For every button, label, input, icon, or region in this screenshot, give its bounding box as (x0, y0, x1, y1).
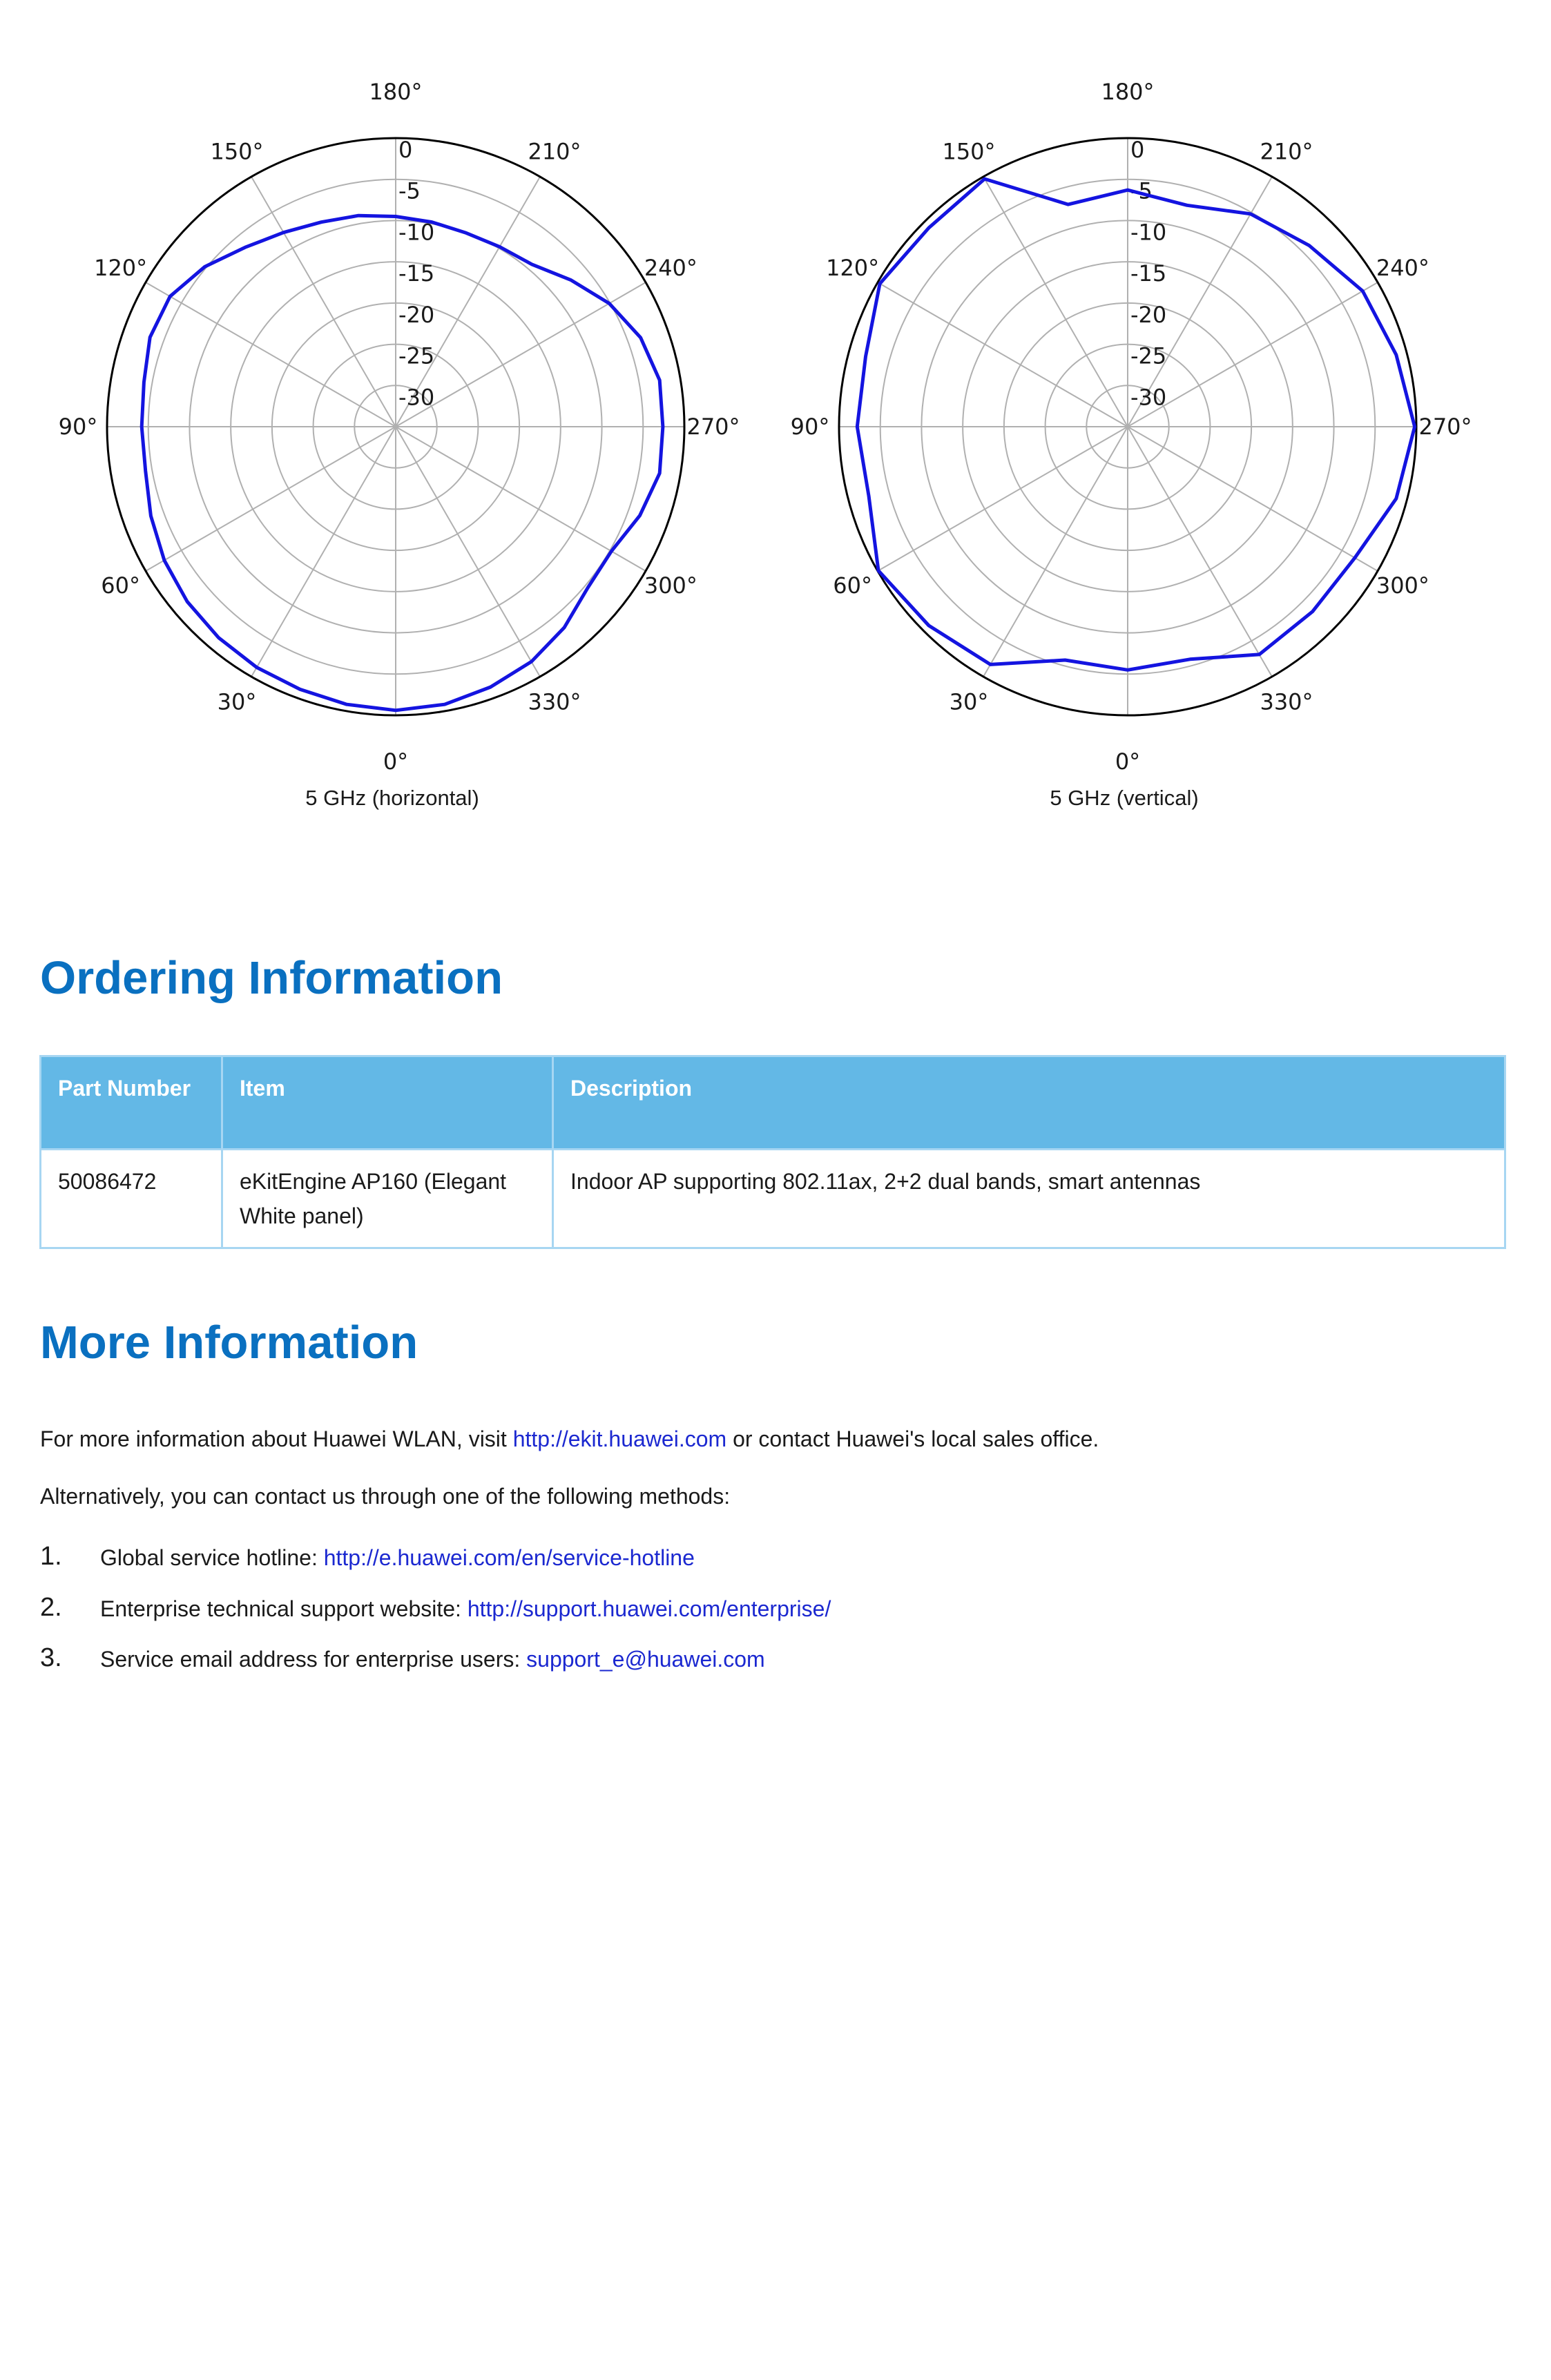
radial-tick-label: 0 (398, 137, 413, 163)
chart-caption: 5 GHz (horizontal) (305, 786, 479, 810)
polar-plot (33, 0, 751, 780)
angle-tick-label: 300° (644, 572, 697, 599)
radial-tick-label: -10 (398, 219, 435, 246)
table-header-row (41, 1056, 1505, 1150)
angle-tick-label: 30° (949, 688, 989, 715)
list-item (100, 1542, 695, 1573)
list-number: 2. (40, 1593, 62, 1622)
angle-tick-label: 270° (686, 414, 740, 440)
angular-gridline (983, 177, 1128, 427)
column-header-description: Description (553, 1056, 1505, 1150)
support-website-link[interactable]: http://support.huawei.com/enterprise/ (467, 1596, 831, 1621)
angle-tick-label: 120° (94, 255, 148, 281)
radial-tick-label: -10 (1130, 219, 1167, 246)
list-number: 1. (40, 1542, 62, 1571)
angle-tick-label: 150° (210, 138, 264, 165)
angular-gridline (396, 427, 646, 571)
radial-tick-label: -20 (1130, 301, 1167, 328)
angle-tick-label: 330° (1260, 688, 1313, 715)
item-cell: eKitEngine AP160 (Elegant White panel) (222, 1150, 553, 1248)
list-item-label: Service email address for enterprise users: (100, 1647, 527, 1672)
list-item (100, 1644, 765, 1674)
angle-tick-label: 60° (101, 572, 140, 599)
angle-tick-label: 300° (1376, 572, 1429, 599)
service-hotline-link[interactable]: http://e.huawei.com/en/service-hotline (323, 1545, 695, 1570)
part-number-cell: 50086472 (41, 1150, 222, 1248)
radial-tick-label: -15 (398, 260, 435, 287)
angular-gridline (878, 427, 1128, 571)
list-number: 3. (40, 1643, 62, 1672)
more-info-paragraph (40, 1424, 1099, 1454)
angular-gridline (983, 427, 1128, 677)
series-line (857, 179, 1414, 670)
chart-caption: 5 GHz (vertical) (1050, 786, 1199, 810)
angle-tick-label: 240° (1376, 255, 1429, 281)
more-info-heading: More Information (40, 1317, 418, 1368)
angle-tick-label: 240° (644, 255, 697, 281)
angle-tick-label: 210° (1260, 138, 1313, 165)
radial-tick-label: -5 (1130, 177, 1153, 204)
angular-gridline (146, 427, 396, 571)
angle-tick-label: 210° (528, 138, 581, 165)
radial-tick-label: -15 (1130, 260, 1167, 287)
ordering-table (39, 1055, 1506, 1249)
description-cell: Indoor AP supporting 802.11ax, 2+2 dual bands, smart antennas (553, 1150, 1505, 1248)
series-line (142, 215, 663, 710)
support-email-link[interactable]: support_e@huawei.com (526, 1647, 765, 1672)
column-header-part-number: Part Number (41, 1056, 222, 1150)
paragraph-text: or contact Huawei's local sales office. (726, 1426, 1099, 1451)
list-item-label: Global service hotline: (100, 1545, 324, 1570)
angular-gridline (878, 282, 1128, 427)
paragraph-text: For more information about Huawei WLAN, visit (40, 1426, 513, 1451)
list-item (100, 1594, 831, 1624)
angle-tick-label: 180° (369, 79, 423, 105)
angle-tick-label: 90° (58, 414, 98, 440)
radial-tick-label: -30 (1130, 384, 1167, 411)
polar-chart-vertical (765, 0, 1483, 842)
contact-methods-intro: Alternatively, you can contact us through one of the following methods: (40, 1484, 731, 1509)
angular-gridline (396, 427, 540, 677)
polar-plot (765, 0, 1483, 780)
radial-tick-label: -5 (398, 177, 421, 204)
angular-gridline (146, 282, 396, 427)
polar-chart-horizontal (33, 0, 751, 842)
list-item-label: Enterprise technical support website: (100, 1596, 468, 1621)
angle-tick-label: 30° (217, 688, 257, 715)
ordering-heading: Ordering Information (40, 952, 503, 1004)
radial-tick-label: -30 (398, 384, 435, 411)
angle-tick-label: 0° (1115, 748, 1141, 775)
angular-gridline (251, 427, 396, 677)
angle-tick-label: 0° (383, 748, 409, 775)
radial-tick-label: -25 (1130, 342, 1167, 369)
column-header-item: Item (222, 1056, 553, 1150)
angular-gridline (1128, 427, 1378, 571)
angular-gridline (1128, 427, 1272, 677)
radial-tick-label: 0 (1130, 137, 1145, 163)
radial-tick-label: -20 (398, 301, 435, 328)
angle-tick-label: 90° (790, 414, 830, 440)
angle-tick-label: 60° (833, 572, 872, 599)
ekit-link[interactable]: http://ekit.huawei.com (512, 1426, 727, 1451)
radial-tick-label: -25 (398, 342, 435, 369)
angle-tick-label: 120° (826, 255, 880, 281)
angle-tick-label: 150° (942, 138, 996, 165)
table-row (41, 1150, 1505, 1248)
angle-tick-label: 330° (528, 688, 581, 715)
angle-tick-label: 180° (1101, 79, 1155, 105)
angle-tick-label: 270° (1418, 414, 1472, 440)
